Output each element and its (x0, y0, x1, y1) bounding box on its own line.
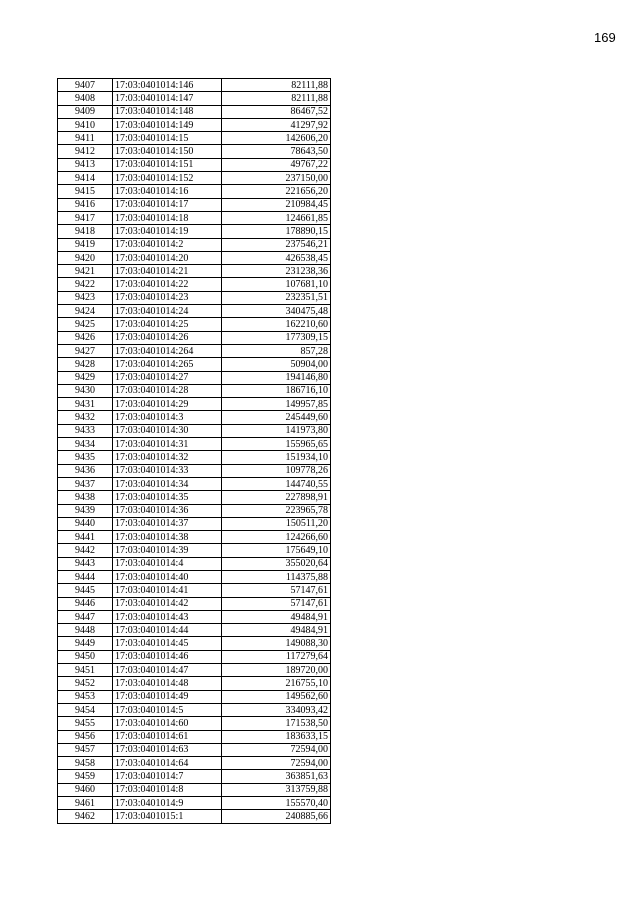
table-row (58, 703, 331, 716)
row-number-cell: 9429 (58, 371, 113, 384)
table-row (58, 610, 331, 623)
cadastral-number-cell: 17:03:0401014:64 (113, 757, 222, 770)
table-row (58, 92, 331, 105)
row-number-cell: 9437 (58, 477, 113, 490)
table-row (58, 211, 331, 224)
table-row (58, 358, 331, 371)
cadastral-value-cell: 216755,10 (222, 677, 331, 690)
table-row (58, 517, 331, 530)
table-row (58, 797, 331, 810)
cadastral-number-cell: 17:03:0401014:16 (113, 185, 222, 198)
cadastral-value-cell: 227898,91 (222, 491, 331, 504)
row-number-cell: 9434 (58, 438, 113, 451)
table-row (58, 278, 331, 291)
table-row (58, 118, 331, 131)
table-row (58, 504, 331, 517)
cadastral-number-cell: 17:03:0401014:20 (113, 251, 222, 264)
row-number-cell: 9446 (58, 597, 113, 610)
cadastral-value-cell: 82111,88 (222, 79, 331, 92)
table-row (58, 597, 331, 610)
table-row (58, 398, 331, 411)
table-row (58, 198, 331, 211)
cadastral-number-cell: 17:03:0401014:61 (113, 730, 222, 743)
table-row (58, 730, 331, 743)
row-number-cell: 9451 (58, 664, 113, 677)
table-row (58, 491, 331, 504)
cadastral-value-cell: 72594,00 (222, 757, 331, 770)
row-number-cell: 9428 (58, 358, 113, 371)
table-row (58, 584, 331, 597)
table-row (58, 225, 331, 238)
cadastral-value-cell: 117279,64 (222, 650, 331, 663)
table-row (58, 251, 331, 264)
cadastral-number-cell: 17:03:0401014:49 (113, 690, 222, 703)
row-number-cell: 9425 (58, 318, 113, 331)
cadastral-number-cell: 17:03:0401014:36 (113, 504, 222, 517)
table-row (58, 570, 331, 583)
row-number-cell: 9413 (58, 158, 113, 171)
cadastral-value-cell: 155570,40 (222, 797, 331, 810)
cadastral-value-cell: 183633,15 (222, 730, 331, 743)
cadastral-number-cell: 17:03:0401014:151 (113, 158, 222, 171)
row-number-cell: 9439 (58, 504, 113, 517)
row-number-cell: 9435 (58, 451, 113, 464)
row-number-cell: 9433 (58, 424, 113, 437)
row-number-cell: 9441 (58, 531, 113, 544)
cadastral-value-cell: 223965,78 (222, 504, 331, 517)
row-number-cell: 9448 (58, 624, 113, 637)
cadastral-number-cell: 17:03:0401014:39 (113, 544, 222, 557)
table-row (58, 105, 331, 118)
row-number-cell: 9419 (58, 238, 113, 251)
cadastral-value-cell: 149088,30 (222, 637, 331, 650)
cadastral-number-cell: 17:03:0401014:23 (113, 291, 222, 304)
table-row (58, 291, 331, 304)
cadastral-number-cell: 17:03:0401014:21 (113, 265, 222, 278)
row-number-cell: 9458 (58, 757, 113, 770)
cadastral-number-cell: 17:03:0401014:63 (113, 743, 222, 756)
cadastral-number-cell: 17:03:0401014:47 (113, 664, 222, 677)
table-row (58, 384, 331, 397)
table-row (58, 464, 331, 477)
cadastral-value-cell: 426538,45 (222, 251, 331, 264)
cadastral-value-cell: 150511,20 (222, 517, 331, 530)
cadastral-number-cell: 17:03:0401014:265 (113, 358, 222, 371)
row-number-cell: 9454 (58, 703, 113, 716)
row-number-cell: 9438 (58, 491, 113, 504)
cadastral-value-cell: 57147,61 (222, 597, 331, 610)
cadastral-value-cell: 141973,80 (222, 424, 331, 437)
row-number-cell: 9440 (58, 517, 113, 530)
cadastral-value-cell: 857,28 (222, 344, 331, 357)
table-row (58, 757, 331, 770)
cadastral-value-cell: 162210,60 (222, 318, 331, 331)
cadastral-value-cell: 363851,63 (222, 770, 331, 783)
cadastral-number-cell: 17:03:0401014:35 (113, 491, 222, 504)
cadastral-number-cell: 17:03:0401014:28 (113, 384, 222, 397)
table-row (58, 145, 331, 158)
table-row (58, 185, 331, 198)
cadastral-number-cell: 17:03:0401014:152 (113, 172, 222, 185)
cadastral-value-cell: 82111,88 (222, 92, 331, 105)
row-number-cell: 9414 (58, 172, 113, 185)
cadastral-number-cell: 17:03:0401014:264 (113, 344, 222, 357)
cadastral-number-cell: 17:03:0401014:8 (113, 783, 222, 796)
cadastral-number-cell: 17:03:0401014:19 (113, 225, 222, 238)
cadastral-number-cell: 17:03:0401014:149 (113, 118, 222, 131)
cadastral-number-cell: 17:03:0401014:18 (113, 211, 222, 224)
row-number-cell: 9447 (58, 610, 113, 623)
cadastral-number-cell: 17:03:0401014:42 (113, 597, 222, 610)
cadastral-number-cell: 17:03:0401014:25 (113, 318, 222, 331)
cadastral-value-cell: 86467,52 (222, 105, 331, 118)
table-row (58, 637, 331, 650)
table-row (58, 544, 331, 557)
cadastral-number-cell: 17:03:0401014:48 (113, 677, 222, 690)
cadastral-value-cell: 149957,85 (222, 398, 331, 411)
cadastral-value-cell: 124266,60 (222, 531, 331, 544)
table-row (58, 79, 331, 92)
cadastral-value-cell: 189720,00 (222, 664, 331, 677)
cadastral-value-cell: 313759,88 (222, 783, 331, 796)
row-number-cell: 9407 (58, 79, 113, 92)
table-row (58, 331, 331, 344)
table-row (58, 132, 331, 145)
table-row (58, 305, 331, 318)
table-row (58, 743, 331, 756)
cadastral-value-cell: 186716,10 (222, 384, 331, 397)
row-number-cell: 9417 (58, 211, 113, 224)
table-row (58, 438, 331, 451)
cadastral-value-cell: 231238,36 (222, 265, 331, 278)
cadastral-value-cell: 340475,48 (222, 305, 331, 318)
table-row (58, 158, 331, 171)
table-row (58, 690, 331, 703)
cadastral-number-cell: 17:03:0401014:44 (113, 624, 222, 637)
cadastral-number-cell: 17:03:0401014:40 (113, 570, 222, 583)
row-number-cell: 9457 (58, 743, 113, 756)
cadastral-value-cell: 142606,20 (222, 132, 331, 145)
cadastral-number-cell: 17:03:0401014:148 (113, 105, 222, 118)
cadastral-value-cell: 175649,10 (222, 544, 331, 557)
table-body (58, 79, 331, 824)
row-number-cell: 9423 (58, 291, 113, 304)
cadastral-value-cell: 334093,42 (222, 703, 331, 716)
cadastral-value-cell: 237546,21 (222, 238, 331, 251)
row-number-cell: 9462 (58, 810, 113, 823)
table-row (58, 411, 331, 424)
cadastral-value-cell: 49767,22 (222, 158, 331, 171)
cadastral-number-cell: 17:03:0401014:38 (113, 531, 222, 544)
cadastral-value-cell: 144740,55 (222, 477, 331, 490)
cadastral-number-cell: 17:03:0401014:146 (113, 79, 222, 92)
row-number-cell: 9432 (58, 411, 113, 424)
row-number-cell: 9418 (58, 225, 113, 238)
cadastral-number-cell: 17:03:0401014:37 (113, 517, 222, 530)
row-number-cell: 9436 (58, 464, 113, 477)
table-row (58, 650, 331, 663)
row-number-cell: 9431 (58, 398, 113, 411)
table-row (58, 677, 331, 690)
row-number-cell: 9424 (58, 305, 113, 318)
table-row (58, 624, 331, 637)
cadastral-value-cell: 210984,45 (222, 198, 331, 211)
cadastral-value-cell: 107681,10 (222, 278, 331, 291)
row-number-cell: 9460 (58, 783, 113, 796)
row-number-cell: 9461 (58, 797, 113, 810)
row-number-cell: 9459 (58, 770, 113, 783)
cadastral-number-cell: 17:03:0401014:26 (113, 331, 222, 344)
cadastral-number-cell: 17:03:0401014:30 (113, 424, 222, 437)
cadastral-number-cell: 17:03:0401014:15 (113, 132, 222, 145)
cadastral-value-cell: 109778,26 (222, 464, 331, 477)
cadastral-value-cell: 49484,91 (222, 624, 331, 637)
cadastral-number-cell: 17:03:0401014:150 (113, 145, 222, 158)
cadastral-number-cell: 17:03:0401014:31 (113, 438, 222, 451)
table-row (58, 717, 331, 730)
cadastral-number-cell: 17:03:0401014:5 (113, 703, 222, 716)
row-number-cell: 9450 (58, 650, 113, 663)
cadastral-value-table (57, 78, 331, 824)
row-number-cell: 9416 (58, 198, 113, 211)
cadastral-value-cell: 50904,00 (222, 358, 331, 371)
row-number-cell: 9426 (58, 331, 113, 344)
row-number-cell: 9412 (58, 145, 113, 158)
cadastral-value-cell: 78643,50 (222, 145, 331, 158)
row-number-cell: 9420 (58, 251, 113, 264)
cadastral-value-cell: 155965,65 (222, 438, 331, 451)
row-number-cell: 9411 (58, 132, 113, 145)
cadastral-number-cell: 17:03:0401015:1 (113, 810, 222, 823)
cadastral-number-cell: 17:03:0401014:32 (113, 451, 222, 464)
row-number-cell: 9445 (58, 584, 113, 597)
table-row (58, 557, 331, 570)
cadastral-value-cell: 178890,15 (222, 225, 331, 238)
table-row (58, 451, 331, 464)
row-number-cell: 9427 (58, 344, 113, 357)
row-number-cell: 9452 (58, 677, 113, 690)
row-number-cell: 9443 (58, 557, 113, 570)
cadastral-value-cell: 57147,61 (222, 584, 331, 597)
cadastral-number-cell: 17:03:0401014:4 (113, 557, 222, 570)
table-row (58, 318, 331, 331)
cadastral-number-cell: 17:03:0401014:33 (113, 464, 222, 477)
table-row (58, 783, 331, 796)
row-number-cell: 9456 (58, 730, 113, 743)
cadastral-value-cell: 114375,88 (222, 570, 331, 583)
cadastral-number-cell: 17:03:0401014:3 (113, 411, 222, 424)
table-row (58, 770, 331, 783)
cadastral-number-cell: 17:03:0401014:41 (113, 584, 222, 597)
row-number-cell: 9421 (58, 265, 113, 278)
row-number-cell: 9415 (58, 185, 113, 198)
cadastral-number-cell: 17:03:0401014:17 (113, 198, 222, 211)
cadastral-number-cell: 17:03:0401014:34 (113, 477, 222, 490)
cadastral-value-cell: 177309,15 (222, 331, 331, 344)
row-number-cell: 9422 (58, 278, 113, 291)
row-number-cell: 9408 (58, 92, 113, 105)
cadastral-value-cell: 237150,00 (222, 172, 331, 185)
table-row (58, 265, 331, 278)
row-number-cell: 9410 (58, 118, 113, 131)
cadastral-number-cell: 17:03:0401014:7 (113, 770, 222, 783)
row-number-cell: 9455 (58, 717, 113, 730)
cadastral-number-cell: 17:03:0401014:22 (113, 278, 222, 291)
cadastral-value-cell: 240885,66 (222, 810, 331, 823)
cadastral-value-cell: 151934,10 (222, 451, 331, 464)
row-number-cell: 9409 (58, 105, 113, 118)
cadastral-number-cell: 17:03:0401014:46 (113, 650, 222, 663)
cadastral-value-cell: 72594,00 (222, 743, 331, 756)
cadastral-number-cell: 17:03:0401014:9 (113, 797, 222, 810)
cadastral-number-cell: 17:03:0401014:60 (113, 717, 222, 730)
row-number-cell: 9444 (58, 570, 113, 583)
table-row (58, 477, 331, 490)
cadastral-value-cell: 232351,51 (222, 291, 331, 304)
table-row (58, 172, 331, 185)
table-row (58, 238, 331, 251)
table-row (58, 424, 331, 437)
row-number-cell: 9453 (58, 690, 113, 703)
table-row (58, 531, 331, 544)
cadastral-value-cell: 124661,85 (222, 211, 331, 224)
cadastral-number-cell: 17:03:0401014:2 (113, 238, 222, 251)
cadastral-value-cell: 171538,50 (222, 717, 331, 730)
row-number-cell: 9449 (58, 637, 113, 650)
cadastral-value-cell: 221656,20 (222, 185, 331, 198)
cadastral-value-cell: 194146,80 (222, 371, 331, 384)
cadastral-number-cell: 17:03:0401014:45 (113, 637, 222, 650)
cadastral-number-cell: 17:03:0401014:147 (113, 92, 222, 105)
cadastral-number-cell: 17:03:0401014:29 (113, 398, 222, 411)
page-number: 169 (594, 30, 616, 45)
row-number-cell: 9430 (58, 384, 113, 397)
cadastral-value-cell: 49484,91 (222, 610, 331, 623)
cadastral-number-cell: 17:03:0401014:27 (113, 371, 222, 384)
cadastral-value-cell: 355020,64 (222, 557, 331, 570)
cadastral-value-cell: 41297,92 (222, 118, 331, 131)
cadastral-value-cell: 149562,60 (222, 690, 331, 703)
table-row (58, 371, 331, 384)
table-row (58, 344, 331, 357)
cadastral-number-cell: 17:03:0401014:43 (113, 610, 222, 623)
cadastral-number-cell: 17:03:0401014:24 (113, 305, 222, 318)
cadastral-value-cell: 245449,60 (222, 411, 331, 424)
table-row (58, 664, 331, 677)
table-row (58, 810, 331, 823)
row-number-cell: 9442 (58, 544, 113, 557)
